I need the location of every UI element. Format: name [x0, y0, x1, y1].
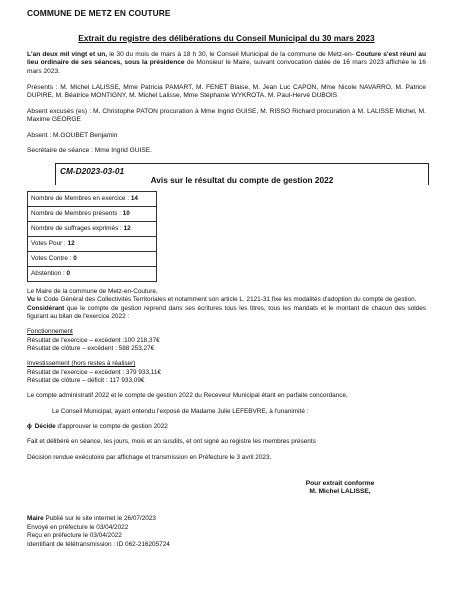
intro-session-bold: Couture s'est réuni au lieu ordinaire de ses séances, sous la présidence	[27, 50, 426, 67]
vote-label: Votes Contre :	[31, 254, 74, 262]
intro-date-bold: L'an deux mil vingt et un,	[27, 50, 108, 58]
fonctionnement-line-1: Résultat de l'exercice – excédent :100 218,37€	[27, 336, 160, 344]
vu-bold: Vu	[27, 296, 35, 304]
footer-line-2: Envoyé en préfecture le 03/04/2022	[27, 523, 129, 531]
intro-convocation: datée de 16 mars 2023 affichée le 16 mars 2023.	[27, 59, 426, 75]
decide-bullet-icon: ϕ	[27, 422, 32, 430]
extract-title: Extrait du registre des délibérations du Conseil Municipal du 30 mars 2023	[78, 32, 375, 43]
investissement-line-2: Résultat de clôture – déficit : 117 933,09€	[27, 376, 145, 384]
vu-paragraph	[27, 296, 426, 304]
table-row	[28, 266, 157, 281]
vote-label: Nombre de Membres présents :	[31, 209, 123, 217]
vote-label: Nombre de Membres en exercice :	[31, 194, 131, 202]
vote-label: Votes Pour :	[31, 239, 68, 247]
done-line: Fait et délibéré en séance, les jours, mois et an susdits, et ont signé au registre les membres présents	[27, 438, 316, 446]
vote-value: 14	[130, 194, 138, 202]
secretary-line: Secrétaire de séance : Mme Ingrid GUISE.	[27, 147, 152, 155]
considerant-paragraph	[27, 305, 426, 322]
vote-label: Abstention :	[31, 269, 67, 277]
signature-block	[285, 480, 395, 497]
footer-line-3: Reçu en préfecture le 03/04/2022	[27, 532, 122, 540]
decide-line	[27, 423, 426, 431]
deliberation-header-box	[55, 163, 429, 185]
footer-line-1	[27, 515, 426, 524]
signature-line-2: M. Michel LALISSE,	[309, 488, 371, 496]
presents-list: Présents : M. Michel LALISSE, Mme Patricia PAMART, M. FENET Blaise, M. Jean Luc CAPON, Mme Nicole NAVARRO, M. Patrice DUPIRE, M. Béatrice MONTIGNY, M. Michel Lalisse, Mme Stéphanie WYKROTA, M. Paul-Hervé DUBOIS	[27, 83, 426, 100]
decide-bold: Décide	[34, 422, 56, 430]
deliberation-body	[27, 288, 426, 462]
absent-list: Absent : M.GOUBET Benjamin	[27, 131, 118, 139]
commune-name: COMMUNE DE METZ EN COUTURE	[27, 8, 171, 18]
signature-line-1: Pour extrait conforme	[305, 479, 375, 487]
vote-value: 12	[123, 224, 131, 232]
footer-published: Publié sur le site internet le 26/07/2023	[43, 514, 156, 522]
vote-value: 10	[122, 209, 130, 217]
mayor-line: Le Maire de la commune de Metz-en-Couture,	[27, 287, 158, 295]
publication-footer	[27, 515, 426, 550]
footer-maire-bold: Maire	[27, 514, 44, 522]
vote-value: 0	[66, 269, 71, 277]
votes-table	[27, 191, 157, 282]
table-row	[28, 221, 157, 236]
footer-line-4: Identifiant de télétransmission : ID 062-216205724	[27, 540, 170, 548]
deliberation-title: Avis sur le résultat du compte de gestion 2022	[150, 174, 334, 185]
fonctionnement-heading: Fonctionnement	[27, 328, 73, 336]
table-row	[28, 206, 157, 221]
vote-label: Nombre de suffrages exprimés :	[31, 224, 124, 232]
executory-line: Décision rendue exécutoire par affichage et transmission en Préfecture le 3 avril 2023.	[27, 453, 272, 461]
vu-text: le Code Général des Collectivités Territoriales et notamment son article L. 2121-31 fixe les modalités d'adoption du compte de gestion.	[34, 296, 417, 304]
investissement-heading: Investissement (hors restes à réaliser)	[27, 360, 136, 368]
intro-paragraph	[27, 51, 426, 77]
considerant-text: que le compte de gestion reprend dans ses écritures tous les titres, tous les mandats et le montant de chacun des soldes figurant au bilan de l'exercice 2022 :	[27, 304, 426, 320]
table-row	[28, 251, 157, 266]
vote-value: 0	[73, 254, 77, 262]
table-row	[28, 191, 157, 206]
admin-concordance: Le compte administratif 2022 et le compte de gestion 2022 du Receveur Municipal étant en parfaite concordance,	[27, 392, 348, 400]
intro-text-2: de Monsieur le Maire, suivant convocation	[184, 59, 313, 67]
fonctionnement-line-2: Résultat de clôture – excédent : 588 253,27€	[27, 344, 155, 352]
considerant-bold: Considérant	[27, 304, 65, 312]
decide-text: d'approuver le compte de gestion 2022	[55, 422, 168, 430]
table-row	[28, 236, 157, 251]
deliberation-code: CM-D2023-03-01	[60, 165, 125, 176]
vote-value: 12	[67, 239, 75, 247]
intro-text: le 30 du mois de mars à 18 h 30, le Conseil Municipal de la commune de Metz-en-	[107, 50, 354, 58]
council-line: Le Conseil Municipal, ayant entendu l'exposé de Madame Julie LEFEBVRE, à l'unanimité :	[52, 407, 309, 415]
excused-list: Absent excusés (es) : M. Christophe PATON procuration à Mme Ingrid GUISE, M. RISSO Richard procuration à M. LALISSE Michel, M. Maxime GEORGE	[27, 107, 426, 124]
investissement-line-1: Résultat de l'exercice – excédent : 379 933,11€	[27, 368, 161, 376]
